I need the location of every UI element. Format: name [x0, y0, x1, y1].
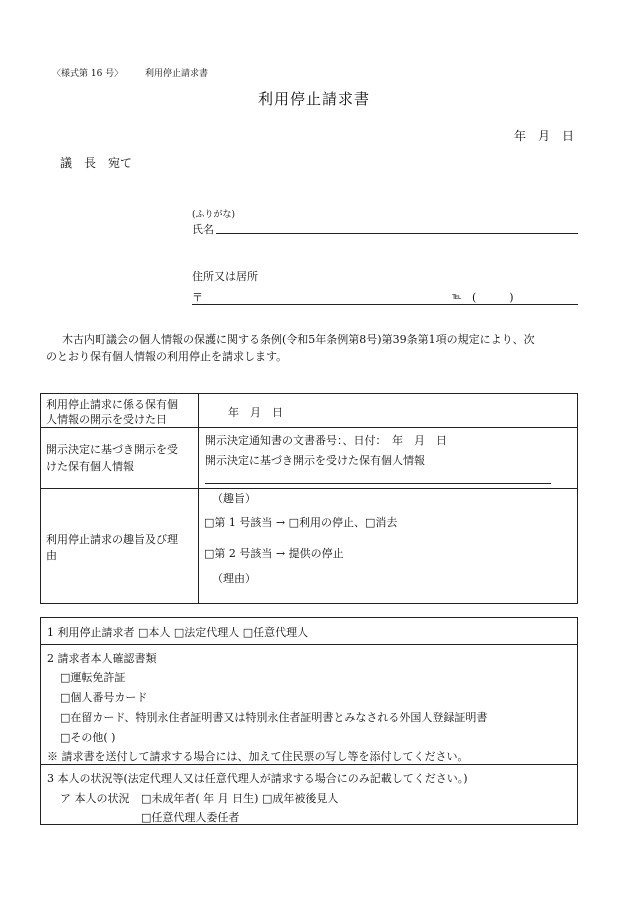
- principal-status-extra-option[interactable]: □任意代理人委任者: [141, 811, 240, 824]
- notice-number-field[interactable]: 開示決定通知書の文書番号：、日付： 年 月 日: [205, 434, 447, 447]
- clause1-checkbox[interactable]: □第 1 号該当 → □利用の停止、□消去: [204, 516, 398, 529]
- purpose-heading: （趣旨）: [212, 492, 256, 505]
- row1-label-line1: 利用停止請求に係る保有個: [46, 398, 178, 411]
- intro-line-1: 木古内町議会の個人情報の保護に関する条例(令和5年条例第8号)第39条第1項の規定により、次: [62, 333, 535, 346]
- id-docs-heading: 2 請求者本人確認書類: [47, 652, 157, 665]
- form-name: 利用停止請求書: [145, 69, 209, 79]
- tel-parens: ( ): [472, 291, 514, 304]
- intro-line-2: のとおり保有個人情報の利用停止を請求します。: [46, 350, 288, 363]
- name-input-line[interactable]: [216, 233, 578, 234]
- requester-type-options[interactable]: 1 利用停止請求者 □本人 □法定代理人 □任意代理人: [47, 626, 309, 639]
- doc-residence-card-checkbox[interactable]: □在留カード、特別永住者証明書又は特別永住者証明書とみなされる外国人登録証明書: [60, 711, 488, 724]
- name-label: 氏名: [192, 223, 214, 236]
- mailing-note: ※ 請求書を送付して請求する場合には、加えて住民票の写し等を添付してください。: [47, 750, 469, 763]
- form-number: 〈様式第 16 号〉: [52, 69, 124, 79]
- postal-mark: 〒: [192, 291, 203, 304]
- tel-label: ℡: [452, 292, 462, 302]
- row2-label-line2: けた保有個人情報: [46, 460, 134, 473]
- row2-label-line1: 開示決定に基づき開示を受: [46, 443, 178, 456]
- page-title: 利用停止請求書: [258, 90, 371, 108]
- doc-my-number-card-checkbox[interactable]: □個人番号カード: [60, 691, 148, 704]
- doc-other-checkbox[interactable]: □その他( ): [60, 731, 116, 744]
- principal-status-options[interactable]: □未成年者( 年 月 日生) □成年被後見人: [141, 792, 339, 805]
- disclosure-date-field[interactable]: 年 月 日: [228, 406, 283, 419]
- address-input-line[interactable]: [192, 304, 578, 305]
- principal-status-label: ア 本人の状況: [60, 792, 130, 805]
- address-label: 住所又は居所: [192, 270, 258, 283]
- table2-row-divider-2: [40, 764, 578, 765]
- doc-drivers-license-checkbox[interactable]: □運転免許証: [60, 671, 126, 684]
- table1-row-divider-2: [40, 488, 578, 489]
- table1-row-divider-1: [40, 427, 578, 428]
- addressee: 議 長 宛て: [60, 156, 133, 170]
- row1-label-line2: 人情報の開示を受けた日: [46, 413, 167, 426]
- furigana-label: (ふりがな): [192, 210, 236, 220]
- table2-row-divider-1: [40, 644, 578, 645]
- date-placeholder: 年 月 日: [514, 129, 575, 143]
- table1-column-divider: [198, 393, 199, 604]
- clause2-checkbox[interactable]: □第 2 号該当 → 提供の停止: [204, 547, 344, 560]
- reason-heading: （理由）: [212, 572, 256, 585]
- row3-label-line1: 利用停止請求の趣旨及び理: [46, 533, 178, 546]
- principal-status-heading: 3 本人の状況等(法定代理人又は任意代理人が請求する場合にのみ記載してください。): [47, 772, 468, 785]
- disclosed-info-label: 開示決定に基づき開示を受けた保有個人情報: [205, 454, 425, 467]
- disclosed-info-input-line[interactable]: [205, 483, 551, 484]
- row3-label-line2: 由: [46, 549, 57, 562]
